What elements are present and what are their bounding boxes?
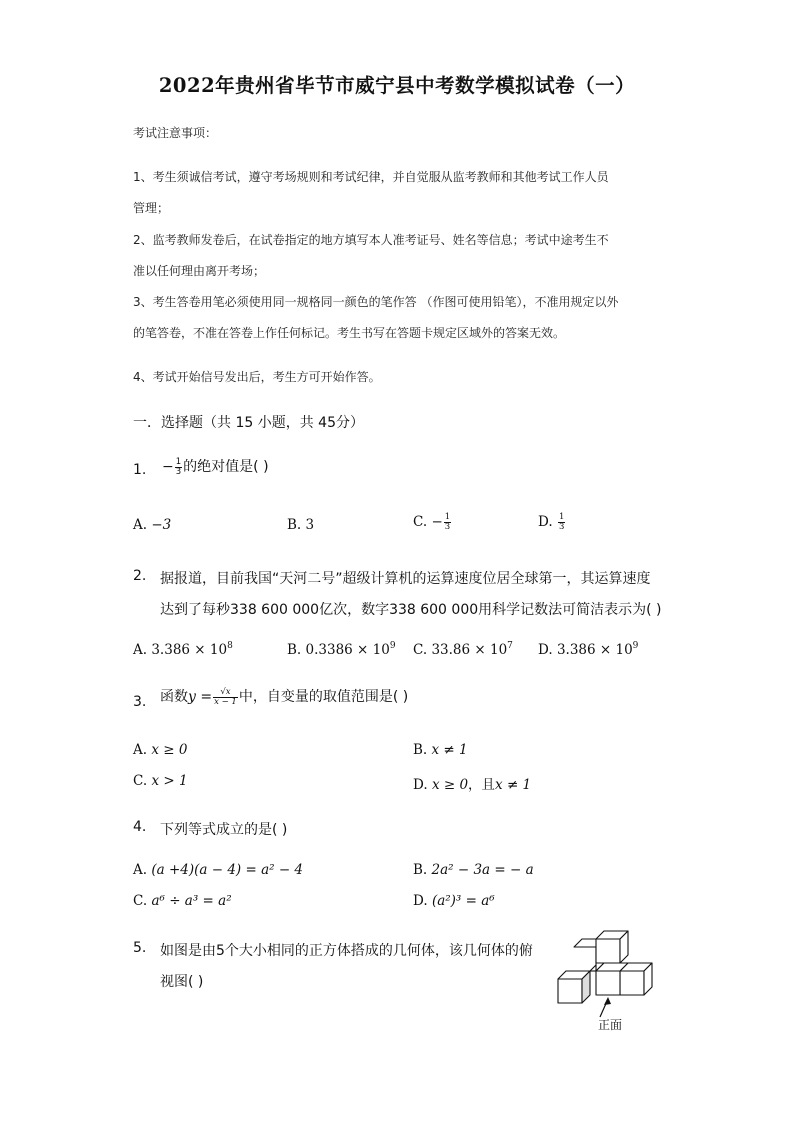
q3-post: 中，自变量的取值范围是( ) — [238, 689, 409, 705]
q1-stem — [162, 456, 269, 477]
q3-option-a[interactable] — [133, 742, 187, 758]
q4-text: 下列等式成立的是( ) — [160, 822, 288, 838]
q2-option-b-label: B. — [287, 642, 302, 658]
front-arrow-head — [604, 997, 611, 1005]
q2-option-a-value: 3.386 × 10 — [151, 642, 228, 658]
q1-option-c[interactable] — [413, 513, 452, 532]
q1-frac-den: 3 — [175, 466, 182, 477]
q4-option-c-value: a⁶ ÷ a³ = a² — [151, 893, 232, 909]
q1-neg: − — [162, 459, 174, 475]
q4-number: 4. — [133, 819, 147, 835]
cube-top-front — [596, 939, 620, 963]
q3-option-b-value: x ≠ 1 — [431, 742, 468, 758]
note-2-line-2: 准以任何理由离开考场； — [133, 264, 266, 278]
q5-line-1: 如图是由5个大小相同的正方体搭成的几何体，该几何体的俯 — [160, 943, 533, 959]
q1-option-d-num: 1 — [558, 512, 565, 522]
q2-line-1: 据报道，目前我国“天河二号”超级计算机的运算速度位居全球第一，其运算速度 — [160, 571, 651, 587]
q4-option-b-label: B. — [413, 862, 428, 878]
q1-option-c-num: 1 — [444, 512, 451, 522]
notes-heading: 考试注意事项： — [133, 126, 218, 140]
cube-stack-figure — [550, 925, 660, 1035]
note-3-line-1: 3、考生答卷用笔必须使用同一规格同一颜色的笔作答 （作图可使用铅笔），不准用规定以外 — [133, 295, 619, 309]
q4-option-a[interactable] — [133, 862, 303, 878]
q4-option-b[interactable] — [413, 862, 534, 878]
q3-option-c-label: C. — [133, 773, 148, 789]
q1-option-d-label: D. — [538, 514, 553, 530]
front-view-label: 正面 — [598, 1018, 623, 1032]
q3-stem — [160, 686, 408, 707]
cube-back-left-front — [566, 965, 596, 971]
q3-option-b[interactable] — [413, 742, 468, 758]
cube-middle-front — [596, 971, 620, 995]
q2-option-c-label: C. — [413, 642, 428, 658]
q5-number: 5. — [133, 940, 147, 956]
q2-option-d-label: D. — [538, 642, 553, 658]
q3-number: 3. — [133, 694, 147, 710]
q3-y-eq: y = — [188, 689, 213, 705]
q1-option-a-value: −3 — [151, 517, 172, 533]
note-3-line-2: 的笔答卷，不准在答卷上作任何标记。考生书写在答题卡规定区域外的答案无效。 — [133, 326, 566, 340]
q3-option-d-value-2: x ≠ 1 — [495, 777, 532, 793]
q4-option-c[interactable] — [133, 893, 232, 909]
q2-option-b-value: 0.3386 × 10 — [305, 642, 390, 658]
q3-pre: 函数 — [160, 689, 188, 705]
note-1-line-2: 管理； — [133, 201, 170, 215]
q2-option-d[interactable] — [538, 642, 638, 658]
q3-frac-num: √x — [213, 688, 238, 698]
q5-line-2: 视图( ) — [160, 974, 204, 990]
q2-option-d-value: 3.386 × 10 — [556, 642, 633, 658]
q1-option-d-den: 3 — [558, 522, 565, 532]
q4-option-b-value: 2a² − 3a = − a — [431, 862, 534, 878]
q1-option-b[interactable] — [287, 517, 314, 533]
q1-text: 的绝对值是( ) — [183, 459, 269, 475]
q2-line-2: 达到了每秒338 600 000亿次，数字338 600 000用科学记数法可简洁表示为( ) — [160, 602, 662, 618]
q1-frac-num: 1 — [175, 456, 182, 467]
q2-option-b-exp: 9 — [389, 641, 396, 651]
q4-option-d-label: D. — [413, 893, 428, 909]
cube-edge-2 — [566, 947, 574, 971]
note-4: 4、考试开始信号发出后，考生方可开始作答。 — [133, 370, 381, 384]
q1-option-b-value: 3 — [305, 517, 315, 533]
q4-option-d[interactable] — [413, 893, 495, 909]
q2-option-a[interactable] — [133, 642, 233, 658]
q1-number: 1. — [133, 462, 147, 478]
q3-option-d-label: D. — [413, 777, 428, 793]
q1-fraction — [175, 458, 182, 477]
q4-option-a-label: A. — [133, 862, 148, 878]
q4-option-c-label: C. — [133, 893, 148, 909]
q2-option-c-value: 33.86 × 10 — [431, 642, 508, 658]
q3-option-b-label: B. — [413, 742, 428, 758]
cube-right-front — [620, 971, 644, 995]
q2-option-d-exp: 9 — [632, 641, 639, 651]
q1-option-d[interactable] — [538, 513, 566, 532]
note-2-line-1: 2、监考教师发卷后，在试卷指定的地方填写本人准考证号、姓名等信息；考试中途考生不 — [133, 233, 609, 247]
cube-left-front — [558, 979, 582, 1003]
q1-option-a[interactable] — [133, 517, 171, 533]
q3-option-d[interactable] — [413, 773, 531, 793]
q2-option-a-label: A. — [133, 642, 148, 658]
q3-option-c[interactable] — [133, 773, 188, 789]
q3-option-a-value: x ≥ 0 — [151, 742, 188, 758]
q1-option-c-den: 3 — [444, 522, 451, 532]
q1-option-d-fraction — [558, 513, 565, 532]
q4-option-d-value: (a²)³ = a⁶ — [431, 893, 495, 909]
section-heading: 一．选择题（共 15 小题，共 45分） — [133, 415, 364, 431]
q1-option-b-label: B. — [287, 517, 302, 533]
q3-frac-den: x − 1 — [214, 696, 237, 707]
q3-option-d-mid: ，且 — [468, 777, 496, 793]
q1-option-c-neg: − — [431, 514, 443, 530]
q1-option-a-label: A. — [133, 517, 148, 533]
q1-option-c-fraction — [444, 513, 451, 532]
q3-fraction — [213, 688, 238, 707]
q2-option-c[interactable] — [413, 642, 513, 658]
exam-title: 2022年贵州省毕节市威宁县中考数学模拟试卷（一） — [158, 74, 636, 97]
note-1-line-1: 1、考生须诚信考试，遵守考场规则和考试纪律，并自觉服从监考教师和其他考试工作人员 — [133, 170, 609, 184]
q2-option-c-exp: 7 — [507, 641, 513, 651]
q3-option-a-label: A. — [133, 742, 148, 758]
q3-option-d-value-1: x ≥ 0 — [431, 777, 469, 793]
q3-option-c-value: x > 1 — [151, 773, 188, 789]
q4-option-a-value: (a +4)(a − 4) = a² − 4 — [151, 862, 304, 878]
q2-number: 2. — [133, 568, 147, 584]
q2-option-b[interactable] — [287, 642, 396, 658]
q2-option-a-exp: 8 — [227, 641, 233, 651]
q1-option-c-label: C. — [413, 514, 428, 530]
